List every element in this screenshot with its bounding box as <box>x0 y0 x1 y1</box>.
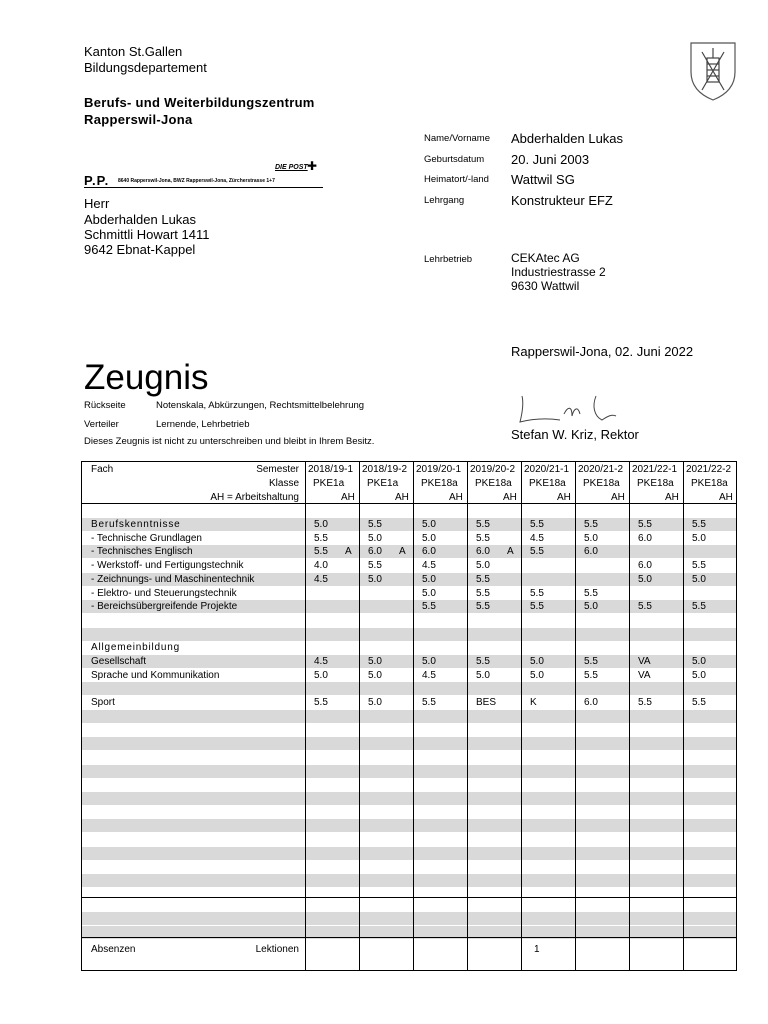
ah-label: AH <box>503 492 517 503</box>
grade-cell: 5.5 <box>692 697 706 709</box>
grade-cell: 6.0 <box>584 546 598 558</box>
class-label: PKE18a <box>583 478 620 489</box>
company-name: CEKAtec AG <box>511 251 580 265</box>
grade-cell: 5.0 <box>314 519 328 530</box>
grade-cell: 5.0 <box>368 669 382 681</box>
grade-cell: 5.0 <box>692 656 706 667</box>
grade-cell: 5.0 <box>584 601 598 613</box>
signature-icon <box>512 392 622 428</box>
grade-cell: 5.5 <box>476 656 490 667</box>
document-title: Zeugnis <box>84 358 209 397</box>
ah-cell: A <box>399 546 406 558</box>
row-band <box>82 792 736 805</box>
subject-label: Gesellschaft <box>91 656 147 667</box>
row-band <box>82 628 736 641</box>
grade-cell: 5.0 <box>368 532 382 544</box>
post-logo: DIE POST <box>275 164 308 171</box>
fach-header: Fach <box>91 464 114 475</box>
meta-label-back: Rückseite <box>84 400 126 411</box>
ah-label: AH <box>719 492 733 503</box>
grade-cell: 5.0 <box>638 573 652 585</box>
subject-label: Sport <box>91 697 115 709</box>
ah-label: AH <box>665 492 679 503</box>
ah-label: AH <box>611 492 625 503</box>
grade-cell: 5.5 <box>530 587 544 599</box>
grade-cell: 6.0 <box>584 697 598 709</box>
semester-label: 2021/22-2 <box>686 464 732 475</box>
subject-label: - Werkstoff- und Fertigungstechnik <box>91 560 244 572</box>
row-band <box>82 710 736 723</box>
grades-table <box>81 461 737 971</box>
grade-cell: VA <box>638 669 651 681</box>
grade-cell: 5.0 <box>530 669 544 681</box>
semester-label: 2020/21-1 <box>524 464 570 475</box>
ah-label: AH <box>557 492 571 503</box>
company-city: 9630 Wattwil <box>511 279 580 293</box>
grade-cell: 5.5 <box>638 601 652 613</box>
recipient-city: 9642 Ebnat-Kappel <box>84 242 196 257</box>
grade-cell: 5.5 <box>314 546 328 558</box>
row-band <box>82 912 736 925</box>
recipient-name: Abderhalden Lukas <box>84 212 197 227</box>
row-band <box>82 847 736 860</box>
grade-cell: 4.5 <box>314 573 328 585</box>
meta-label-distribution: Verteiler <box>84 419 119 430</box>
subject-label: - Zeichnungs- und Maschinentechnik <box>91 573 255 585</box>
column-divider <box>521 462 522 970</box>
grade-cell: 5.5 <box>530 601 544 613</box>
grade-cell: 6.0 <box>422 546 436 558</box>
semester-label: 2018/19-1 <box>308 464 354 475</box>
grade-cell: 5.5 <box>422 601 436 613</box>
info-label-course: Lehrgang <box>424 195 465 206</box>
grade-cell: 5.5 <box>476 573 490 585</box>
class-label: PKE18a <box>691 478 728 489</box>
column-divider <box>629 462 630 970</box>
grade-cell: 4.5 <box>422 560 436 572</box>
grade-cell: 5.5 <box>692 601 706 613</box>
ah-header: AH = Arbeitshaltung <box>210 492 299 503</box>
grade-cell: 5.0 <box>368 573 382 585</box>
grade-cell: 4.5 <box>422 669 436 681</box>
grade-cell: 6.0 <box>638 560 652 572</box>
semester-label: 2018/19-2 <box>362 464 408 475</box>
grade-cell: 5.5 <box>584 587 598 599</box>
grade-cell: 5.0 <box>692 669 706 681</box>
class-label: PKE1a <box>313 478 345 489</box>
lessons-label: Lektionen <box>255 944 299 955</box>
grade-cell: 6.0 <box>476 546 490 558</box>
ah-label: AH <box>341 492 355 503</box>
class-label: PKE18a <box>475 478 512 489</box>
grade-cell: 5.0 <box>422 519 436 530</box>
semester-label: 2020/21-2 <box>578 464 624 475</box>
grade-cell: 5.0 <box>422 532 436 544</box>
grade-cell: 5.5 <box>638 519 652 530</box>
place-date: Rapperswil-Jona, 02. Juni 2022 <box>511 344 694 359</box>
grade-cell: 5.0 <box>584 532 598 544</box>
subject-label: - Technisches Englisch <box>91 546 193 558</box>
grade-cell: VA <box>638 656 651 667</box>
grade-cell: 5.5 <box>476 519 490 530</box>
grade-cell: 5.0 <box>476 560 490 572</box>
info-label-hometown: Heimatort/-land <box>424 174 489 185</box>
grade-cell: 5.0 <box>692 532 706 544</box>
grade-cell: 5.5 <box>314 532 328 544</box>
return-address: 8640 Rapperswil-Jona, BWZ Rapperswil-Jona, Zürcherstrasse 1+7 <box>118 178 275 184</box>
grade-cell: 5.0 <box>368 656 382 667</box>
subject-label: Berufskenntnisse <box>91 519 181 530</box>
grade-cell: 5.5 <box>530 546 544 558</box>
grade-cell: 6.0 <box>368 546 382 558</box>
grade-cell: 5.5 <box>692 560 706 572</box>
absences-label: Absenzen <box>91 944 136 955</box>
grade-cell: 5.0 <box>314 669 328 681</box>
grade-cell: K <box>530 697 537 709</box>
recipient-salutation: Herr <box>84 196 110 211</box>
info-value-hometown: Wattwil SG <box>511 172 575 187</box>
semester-header: Semester <box>256 464 299 475</box>
subject-label: - Elektro- und Steuerungstechnik <box>91 587 237 599</box>
footer-divider-1 <box>82 897 736 898</box>
canton-name: Kanton St.Gallen <box>84 44 183 59</box>
grade-cell: 5.0 <box>692 573 706 585</box>
absence-cell: 1 <box>534 944 540 955</box>
grade-cell: 5.5 <box>476 532 490 544</box>
grade-cell: 5.0 <box>530 656 544 667</box>
class-label: PKE18a <box>529 478 566 489</box>
column-divider <box>413 462 414 970</box>
grade-cell: 5.5 <box>584 519 598 530</box>
meta-value-back: Notenskala, Abkürzungen, Rechtsmittelbelehrung <box>156 400 365 411</box>
class-label: PKE18a <box>421 478 458 489</box>
subject-label: Allgemeinbildung <box>91 642 180 654</box>
grade-cell: 5.0 <box>422 573 436 585</box>
school-name-line2: Rapperswil-Jona <box>84 112 193 127</box>
notice-text: Dieses Zeugnis ist nicht zu unterschreiben und bleibt in Ihrem Besitz. <box>84 436 375 447</box>
grade-cell: 5.5 <box>584 669 598 681</box>
department-name: Bildungsdepartement <box>84 60 207 75</box>
grade-cell: 4.0 <box>314 560 328 572</box>
ah-cell: A <box>345 546 352 558</box>
grade-cell: 5.0 <box>368 697 382 709</box>
grade-cell: BES <box>476 697 497 709</box>
klasse-header: Klasse <box>268 478 299 489</box>
postal-divider <box>84 187 323 188</box>
info-value-course: Konstrukteur EFZ <box>511 193 613 208</box>
subject-label: - Bereichsübergreifende Projekte <box>91 601 238 613</box>
row-band <box>82 682 736 695</box>
info-label-name: Name/Vorname <box>424 133 491 144</box>
grade-cell: 5.5 <box>476 601 490 613</box>
column-divider <box>683 462 684 970</box>
subject-label: - Technische Grundlagen <box>91 532 202 544</box>
header-divider <box>82 503 736 504</box>
column-divider <box>575 462 576 970</box>
grade-cell: 5.0 <box>422 587 436 599</box>
semester-label: 2019/20-1 <box>416 464 462 475</box>
post-cross-icon: ✚ <box>307 159 318 173</box>
grade-cell: 5.0 <box>476 669 490 681</box>
semester-label: 2021/22-1 <box>632 464 678 475</box>
class-label: PKE1a <box>367 478 399 489</box>
column-divider <box>467 462 468 970</box>
grade-cell: 5.5 <box>314 697 328 709</box>
ah-label: AH <box>395 492 409 503</box>
row-band <box>82 874 736 887</box>
grade-cell: 5.0 <box>422 656 436 667</box>
grade-cell: 5.5 <box>368 519 382 530</box>
grade-cell: 5.5 <box>476 587 490 599</box>
grade-cell: 4.5 <box>530 532 544 544</box>
signatory: Stefan W. Kriz, Rektor <box>511 427 639 442</box>
pp-mark: P.P. <box>84 173 110 188</box>
info-label-company: Lehrbetrieb <box>424 254 473 265</box>
info-label-birthdate: Geburtsdatum <box>424 154 485 165</box>
grade-cell: 5.5 <box>638 697 652 709</box>
grade-cell: 5.5 <box>368 560 382 572</box>
column-divider <box>359 462 360 970</box>
column-divider <box>305 462 306 970</box>
grade-cell: 4.5 <box>314 656 328 667</box>
row-band <box>82 765 736 778</box>
info-value-name: Abderhalden Lukas <box>511 131 624 146</box>
class-label: PKE18a <box>637 478 674 489</box>
row-band <box>82 737 736 750</box>
info-value-birthdate: 20. Juni 2003 <box>511 152 590 167</box>
grade-cell: 5.5 <box>422 697 436 709</box>
grade-cell: 6.0 <box>638 532 652 544</box>
footer-divider-2 <box>82 937 736 938</box>
subject-label: Sprache und Kommunikation <box>91 669 220 681</box>
ah-cell: A <box>507 546 514 558</box>
row-band <box>82 819 736 832</box>
meta-value-distribution: Lernende, Lehrbetrieb <box>156 419 250 430</box>
school-name-line1: Berufs- und Weiterbildungszentrum <box>84 95 315 110</box>
company-street: Industriestrasse 2 <box>511 265 606 279</box>
recipient-street: Schmittli Howart 1411 <box>84 227 210 242</box>
grade-cell: 5.5 <box>692 519 706 530</box>
grade-cell: 5.5 <box>584 656 598 667</box>
semester-label: 2019/20-2 <box>470 464 516 475</box>
grade-cell: 5.5 <box>530 519 544 530</box>
ah-label: AH <box>449 492 463 503</box>
coat-of-arms-icon <box>688 40 738 102</box>
